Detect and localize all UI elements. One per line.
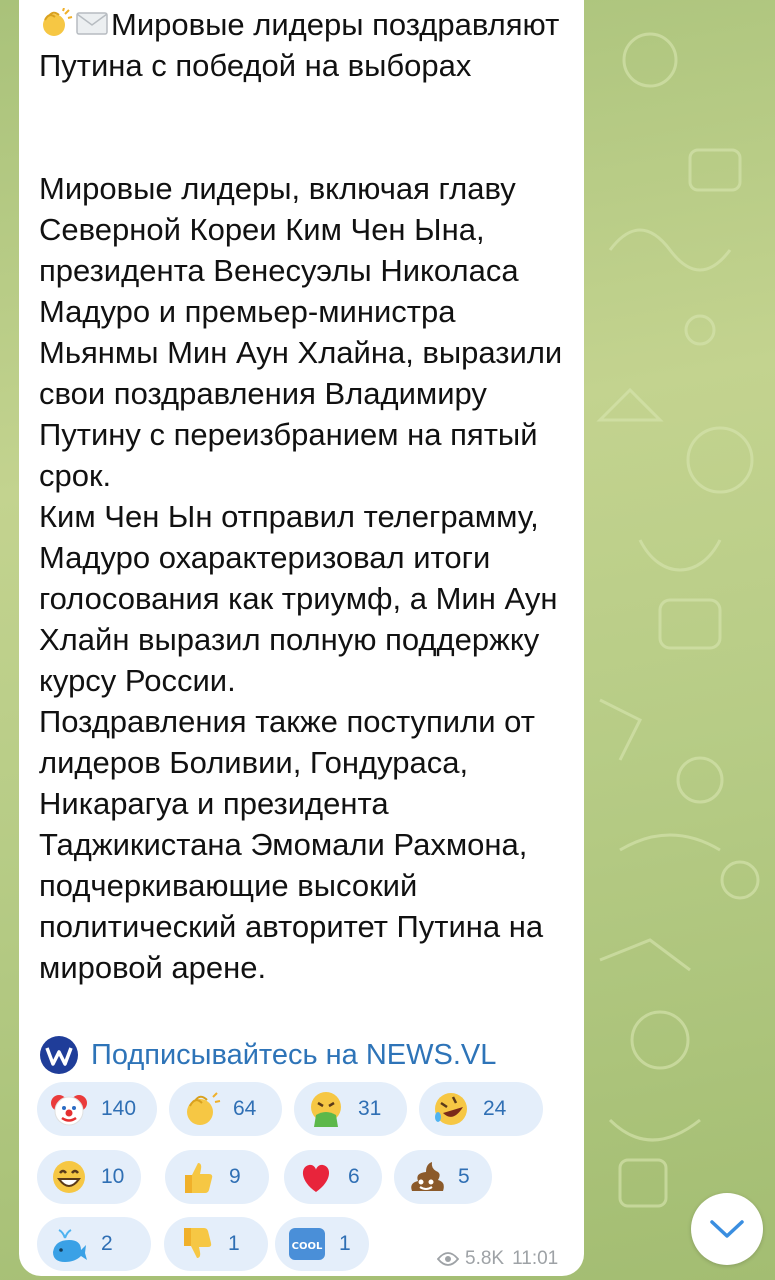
message-meta xyxy=(437,1246,558,1272)
rolling-laughing-face-icon xyxy=(431,1089,471,1129)
reaction-count: 1 xyxy=(228,1232,240,1255)
pile-of-poo-icon xyxy=(406,1157,446,1197)
reaction-heart[interactable] xyxy=(284,1150,382,1204)
envelope-icon xyxy=(75,8,109,38)
reaction-count: 140 xyxy=(101,1097,137,1120)
clapping-hands-icon xyxy=(181,1089,221,1129)
thumbs-down-icon xyxy=(176,1224,216,1264)
eye-icon xyxy=(437,1252,459,1266)
red-heart-icon xyxy=(296,1157,336,1197)
reaction-rofl[interactable] xyxy=(419,1082,543,1136)
post-title: Мировые лидеры поздравляют Путина с победой на выборах xyxy=(39,7,560,83)
thumbs-up-icon xyxy=(177,1157,217,1197)
reaction-count: 5 xyxy=(458,1165,470,1188)
reaction-count: 6 xyxy=(348,1165,360,1188)
reaction-vomit[interactable] xyxy=(294,1082,407,1136)
spouting-whale-icon xyxy=(49,1224,89,1264)
chevron-down-icon xyxy=(709,1218,745,1240)
reaction-thumbs-up[interactable] xyxy=(165,1150,269,1204)
svg-text:COOL: COOL xyxy=(291,1241,323,1252)
news-vl-logo-icon xyxy=(39,1035,79,1075)
reaction-poo[interactable] xyxy=(394,1150,492,1204)
reaction-thumbs-down[interactable] xyxy=(164,1217,268,1271)
vomiting-face-icon xyxy=(306,1089,346,1129)
clown-face-icon xyxy=(49,1089,89,1129)
scroll-down-button[interactable] xyxy=(691,1193,763,1265)
cool-button-icon xyxy=(287,1224,327,1264)
reaction-count: 9 xyxy=(229,1165,241,1188)
reaction-count: 2 xyxy=(101,1232,113,1255)
reaction-clap[interactable] xyxy=(169,1082,282,1136)
message-bubble xyxy=(19,0,584,1276)
message-time: 11:01 xyxy=(512,1248,559,1269)
reaction-count: 31 xyxy=(358,1097,382,1120)
clapping-hands-icon xyxy=(39,8,73,38)
reaction-count: 1 xyxy=(339,1232,351,1255)
reaction-whale[interactable] xyxy=(37,1217,151,1271)
reaction-count: 10 xyxy=(101,1165,125,1188)
reaction-count: 64 xyxy=(233,1097,257,1120)
post-body: Мировые лидеры, включая главу Северной Кореи Ким Чен Ына, президента Венесуэлы Николаса Мадуро и премьер-министра Мьянмы Мин Аун Хлайна, выразили свои поздравления Владимиру Путину с переизбранием на пятый срок. Ким Чен Ын отправил телеграмму, Мадуро охарактеризовал итоги голосования как триумф, а Мин Аун Хлайн выразил полную поддержку курсу России. Поздравления также поступили от лидеров Боливии, Гондураса, Никарагуа и президента Таджикистана Эмомали Рахмона, подчеркивающие высокий политический авторитет Путина на мировой арене. xyxy=(39,171,563,985)
post-title-row xyxy=(39,4,569,86)
subscribe-row xyxy=(39,1034,496,1076)
reaction-cool[interactable] xyxy=(275,1217,369,1271)
views-count: 5.8K xyxy=(465,1248,505,1269)
reaction-clown[interactable] xyxy=(37,1082,157,1136)
reaction-grin[interactable] xyxy=(37,1150,141,1204)
reaction-count: 24 xyxy=(483,1097,507,1120)
grinning-face-icon xyxy=(49,1157,89,1197)
subscribe-link[interactable]: Подписывайтесь на NEWS.VL xyxy=(91,1038,497,1071)
